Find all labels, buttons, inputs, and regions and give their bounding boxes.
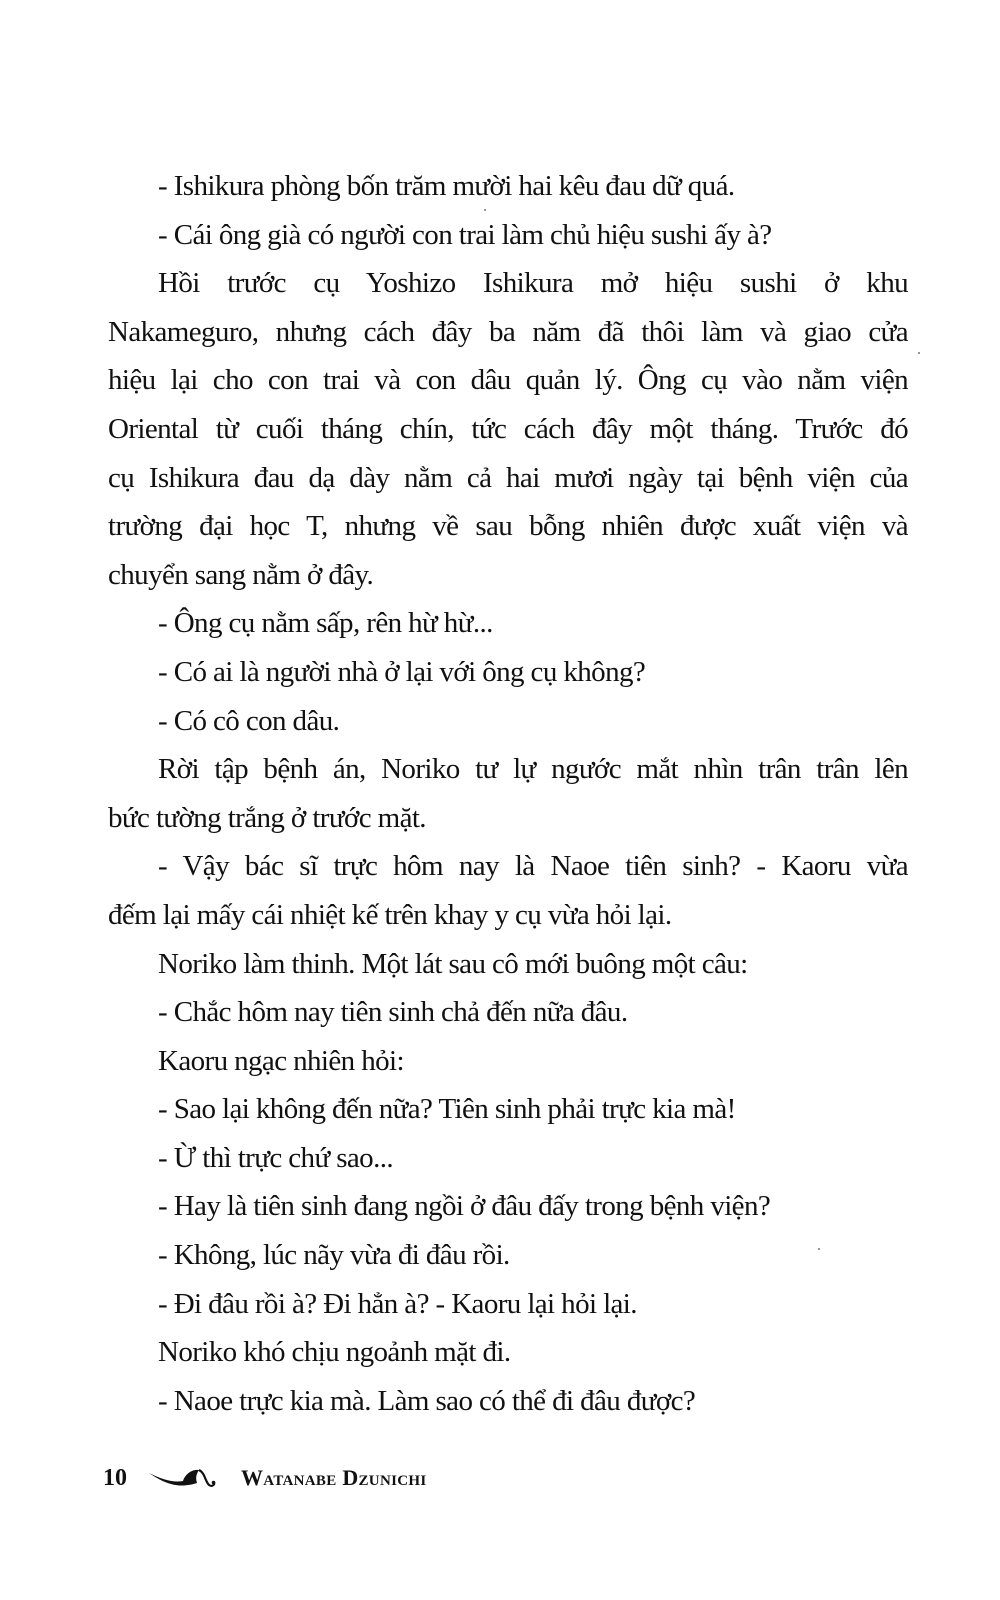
text-line: chuyển sang nằm ở đây. xyxy=(108,558,374,591)
text-line: - Sao lại không đến nữa? Tiên sinh phải trực kia mà! xyxy=(158,1093,736,1126)
text-line: Noriko làm thinh. Một lát sau cô mới buông một câu: xyxy=(158,947,748,980)
scan-speck xyxy=(818,1248,820,1250)
text-line: - Không, lúc nãy vừa đi đâu rồi. xyxy=(158,1239,510,1272)
text-line: Noriko khó chịu ngoảnh mặt đi. xyxy=(158,1336,511,1369)
text-line: - Có cô con dâu. xyxy=(158,704,340,737)
text-line: - Naoe trực kia mà. Làm sao có thể đi đâu được? xyxy=(158,1384,696,1417)
scan-speck xyxy=(918,352,920,354)
text-line: cụ Ishikura đau dạ dày nằm cả hai mươi ngày tại bệnh viện của xyxy=(108,461,908,494)
text-line: Hồi trước cụ Yoshizo Ishikura mở hiệu sushi ở khu xyxy=(158,267,908,300)
text-line: Rời tập bệnh án, Noriko tư lự ngước mắt nhìn trân trân lên xyxy=(158,753,908,786)
text-line: - Đi đâu rồi à? Đi hẳn à? - Kaoru lại hỏi lại. xyxy=(158,1287,637,1320)
text-line: - Cái ông già có người con trai làm chủ hiệu sushi ấy à? xyxy=(158,218,772,251)
text-line: bức tường trắng ở trước mặt. xyxy=(108,801,426,834)
text-line: Oriental từ cuối tháng chín, tức cách đây một tháng. Trước đó xyxy=(108,412,908,445)
text-line: Nakameguro, nhưng cách đây ba năm đã thôi làm và giao cửa xyxy=(108,315,908,348)
text-line: - Có ai là người nhà ở lại với ông cụ không? xyxy=(158,655,646,688)
text-line: Kaoru ngạc nhiên hỏi: xyxy=(158,1044,404,1077)
text-line: - Ishikura phòng bốn trăm mười hai kêu đau dữ quá. xyxy=(158,170,735,202)
text-line: - Ông cụ nằm sấp, rên hừ hừ... xyxy=(158,607,493,640)
text-line: - Ừ thì trực chứ sao... xyxy=(158,1141,394,1174)
page-footer xyxy=(103,1458,426,1498)
text-line: - Chắc hôm nay tiên sinh chả đến nữa đâu. xyxy=(158,996,628,1029)
page-number: 10 xyxy=(103,1464,127,1491)
text-line: hiệu lại cho con trai và con dâu quản lý. Ông cụ vào nằm viện xyxy=(108,364,908,397)
text-line: - Vậy bác sĩ trực hôm nay là Naoe tiên sinh? - Kaoru vừa xyxy=(158,850,908,883)
body-text xyxy=(108,162,908,1425)
text-line: đếm lại mấy cái nhiệt kế trên khay y cụ vừa hỏi lại. xyxy=(108,898,672,931)
text-line: trường đại học T, nhưng về sau bỗng nhiên được xuất viện và xyxy=(108,510,908,543)
running-head-author: Watanabe Dzunichi xyxy=(241,1465,427,1490)
scan-speck xyxy=(484,209,486,211)
text-line: - Hay là tiên sinh đang ngồi ở đâu đấy trong bệnh viện? xyxy=(158,1190,771,1223)
swash-ornament-icon xyxy=(147,1465,219,1491)
